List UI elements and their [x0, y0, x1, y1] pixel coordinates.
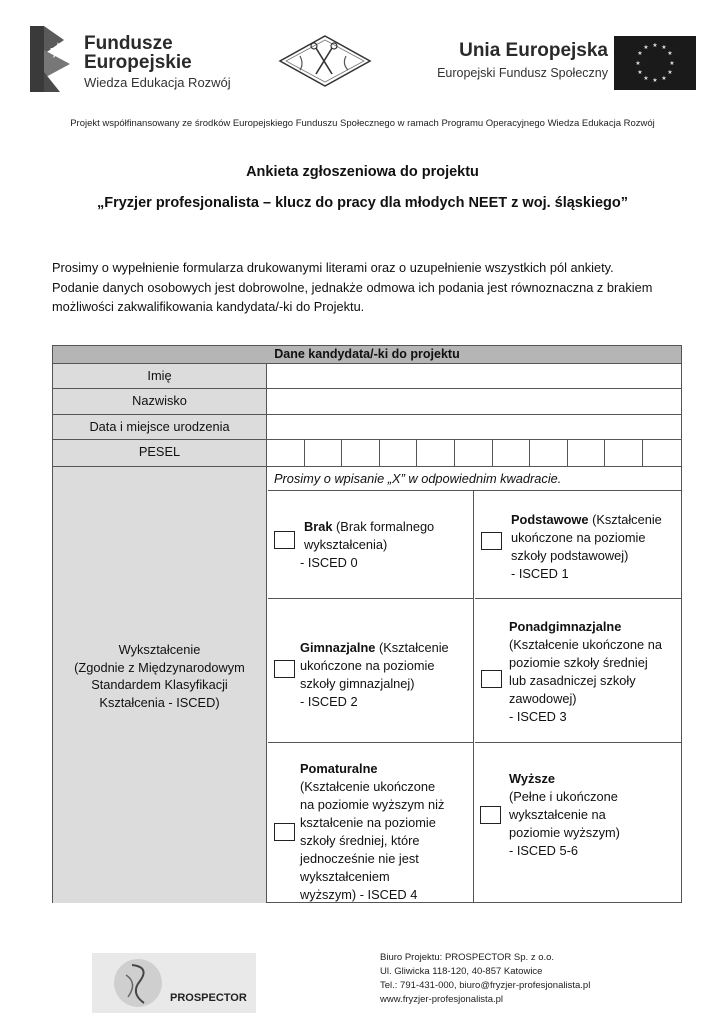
svg-text:★: ★: [635, 60, 641, 67]
option-text-line: [300, 760, 444, 778]
footer-line: Ul. Gliwicka 118-120, 40-857 Katowice: [380, 966, 543, 977]
option-text-line: wykształceniem: [300, 869, 390, 884]
eu-flag-icon: [614, 36, 696, 90]
option-text-line: wykształcenie na: [509, 807, 606, 822]
svg-text:★: ★: [643, 75, 649, 82]
pesel-digit-box[interactable]: [417, 440, 455, 466]
pesel-input-group: [267, 440, 681, 466]
option-wyzsze: [475, 743, 681, 903]
label-wyksztalcenie: [53, 467, 267, 903]
fe-logo-line2: Europejskie: [84, 52, 192, 73]
option-text-line: (Pełne i ukończone: [509, 789, 618, 804]
svg-text:★: ★: [669, 60, 675, 67]
option-text-line: szkoły średniej, które: [300, 833, 420, 848]
footer-contact: [380, 951, 590, 1007]
option-brak: [268, 491, 474, 599]
option-text-line: poziomie szkoły średniej: [509, 655, 648, 670]
svg-text:★: ★: [667, 50, 673, 57]
pesel-digit-box[interactable]: [530, 440, 568, 466]
option-text-line: [300, 639, 449, 657]
checkbox-podstawowe[interactable]: [481, 532, 502, 550]
option-text-line: lub zasadniczej szkoły: [509, 673, 636, 688]
option-text-line: wyższym) - ISCED 4: [300, 887, 418, 902]
svg-text:★: ★: [637, 69, 643, 76]
intro-line: Podanie danych osobowych jest dobrowolne, jednakże odmowa ich podania jest równoznaczna z brakiem: [52, 279, 653, 295]
option-gimnazjalne-text: [300, 639, 449, 711]
intro-line: Prosimy o wypełnienie formularza drukowanymi literami oraz o uzupełnienie wszystkich pól ankiety.: [52, 260, 614, 275]
pesel-digit-box[interactable]: [267, 440, 305, 466]
edu-label-line: Wykształcenie: [118, 642, 201, 657]
project-title: „Fryzjer profesjonalista – klucz do pracy dla młodych NEET z woj. śląskiego”: [96, 195, 628, 211]
candidate-form-table: [52, 345, 682, 903]
intro-text: [52, 258, 692, 317]
form-title: Ankieta zgłoszeniowa do projektu: [246, 164, 479, 180]
input-imie[interactable]: [267, 364, 681, 388]
svg-text:★: ★: [661, 44, 667, 51]
option-text-line: poziomie wyższym): [509, 825, 620, 840]
row-nazwisko: [53, 389, 681, 415]
checkbox-pomaturalne[interactable]: [274, 823, 295, 841]
label-imie: Imię: [53, 364, 267, 388]
option-ponadgimnazjalne-text: [509, 618, 662, 726]
option-text-line: ukończone na poziomie: [511, 530, 646, 545]
option-text-line: ukończone na poziomie: [300, 658, 435, 673]
option-podstawowe: [475, 491, 681, 599]
option-text-line: (Kształcenie ukończone: [300, 779, 436, 794]
svg-text:★: ★: [652, 42, 658, 49]
option-text: (Brak formalnego: [332, 519, 435, 534]
pesel-digit-box[interactable]: [605, 440, 643, 466]
fryzjer-profesjonalista-logo: [278, 34, 372, 88]
option-wyzsze-text: [509, 770, 620, 860]
prospector-logo-text: PROSPECTOR: [170, 992, 247, 1004]
section-header: Dane kandydata/-ki do projektu: [53, 346, 681, 364]
option-text-line: na poziomie wyższym niż: [300, 797, 445, 812]
option-pomaturalne-text: [300, 760, 444, 904]
option-title: Podstawowe: [511, 512, 589, 527]
svg-text:★: ★: [667, 69, 673, 76]
pesel-digit-box[interactable]: [455, 440, 493, 466]
option-text-line: [509, 770, 620, 788]
checkbox-brak[interactable]: [274, 531, 295, 549]
row-imie: [53, 364, 681, 389]
option-text-line: [511, 511, 662, 529]
option-text-line: zawodowej): [509, 691, 577, 706]
option-pomaturalne: [268, 743, 474, 903]
input-nazwisko[interactable]: [267, 389, 681, 414]
input-data-urodzenia[interactable]: [267, 415, 681, 439]
row-data-urodzenia: [53, 415, 681, 440]
svg-text:★: ★: [637, 50, 643, 57]
education-instruction: Prosimy o wpisanie „X” w odpowiednim kwadracie.: [268, 467, 681, 491]
option-text: (Kształcenie: [588, 512, 662, 527]
ue-logo-line1: Unia Europejska: [459, 40, 608, 61]
option-title: Gimnazjalne: [300, 640, 376, 655]
option-text-line: wykształcenia): [304, 537, 388, 552]
checkbox-gimnazjalne[interactable]: [274, 660, 295, 678]
fe-star-mark-icon: [30, 26, 76, 92]
ue-logo-line2: Europejski Fundusz Społeczny: [437, 66, 608, 80]
pesel-digit-box[interactable]: [305, 440, 342, 466]
footer-line: Biuro Projektu: PROSPECTOR Sp. z o.o.: [380, 952, 555, 963]
edu-label-line: Kształcenia - ISCED): [99, 694, 220, 710]
pesel-digit-box[interactable]: [568, 440, 605, 466]
pesel-digit-box[interactable]: [643, 440, 681, 466]
label-data-urodzenia: Data i miejsce urodzenia: [53, 415, 267, 439]
label-pesel: PESEL: [53, 440, 267, 466]
edu-label-line: (Zgodnie z Międzynarodowym: [74, 659, 245, 675]
option-text-line: - ISCED 3: [509, 709, 567, 724]
option-text-line: [304, 518, 434, 536]
option-brak-isced: - ISCED 0: [300, 555, 358, 570]
option-text-line: (Kształcenie ukończone na: [509, 637, 662, 652]
option-brak-text: [304, 518, 434, 554]
footer-line: Tel.: 791-431-000, biuro@fryzjer-profesjonalista.pl: [380, 980, 591, 991]
option-text: (Kształcenie: [375, 640, 449, 655]
prospector-logo: [92, 953, 256, 1013]
cofinancing-note: Projekt współfinansowany ze środków Europejskiego Funduszu Społecznego w ramach Programu Operacyjnego Wiedza Edukacja Rozwój: [70, 118, 655, 129]
option-text-line: - ISCED 1: [511, 566, 569, 581]
fe-logo-line1: Fundusze: [84, 33, 173, 54]
svg-text:★: ★: [661, 75, 667, 82]
label-nazwisko: Nazwisko: [53, 389, 267, 414]
option-text-line: jednocześnie nie jest: [300, 851, 419, 866]
fe-logo-line3: Wiedza Edukacja Rozwój: [84, 75, 231, 90]
option-text-line: - ISCED 2: [300, 694, 358, 709]
pesel-digit-box[interactable]: [493, 440, 530, 466]
option-title: Pomaturalne: [300, 761, 378, 776]
option-text-line: - ISCED 5-6: [509, 843, 578, 858]
option-title: Wyższe: [509, 771, 555, 786]
option-title: Brak: [304, 519, 333, 534]
option-text-line: szkoły gimnazjalnej): [300, 676, 415, 691]
svg-text:★: ★: [643, 44, 649, 51]
option-title: Ponadgimnazjalne: [509, 619, 622, 634]
option-text-line: [509, 618, 662, 636]
footer-link[interactable]: www.fryzjer-profesjonalista.pl: [380, 994, 504, 1005]
option-gimnazjalne: [268, 599, 474, 743]
fundusze-europejskie-logo: [30, 26, 245, 96]
pesel-digit-box[interactable]: [342, 440, 380, 466]
option-text-line: kształcenie na poziomie: [300, 815, 436, 830]
intro-line: możliwości zakwalifikowania kandydata/-ki do Projektu.: [52, 299, 365, 314]
checkbox-ponadgimnazjalne[interactable]: [481, 670, 502, 688]
edu-label-line: Standardem Klasyfikacji: [91, 677, 228, 692]
option-text-line: szkoły podstawowej): [511, 548, 629, 563]
svg-text:★: ★: [652, 77, 658, 84]
checkbox-wyzsze[interactable]: [480, 806, 501, 824]
option-ponadgimnazjalne: [475, 599, 681, 743]
prospector-logo-mark: [92, 953, 256, 1013]
row-pesel: [53, 440, 681, 467]
pesel-digit-box[interactable]: [380, 440, 417, 466]
option-podstawowe-text: [511, 511, 662, 583]
unia-europejska-logo: [418, 40, 608, 84]
